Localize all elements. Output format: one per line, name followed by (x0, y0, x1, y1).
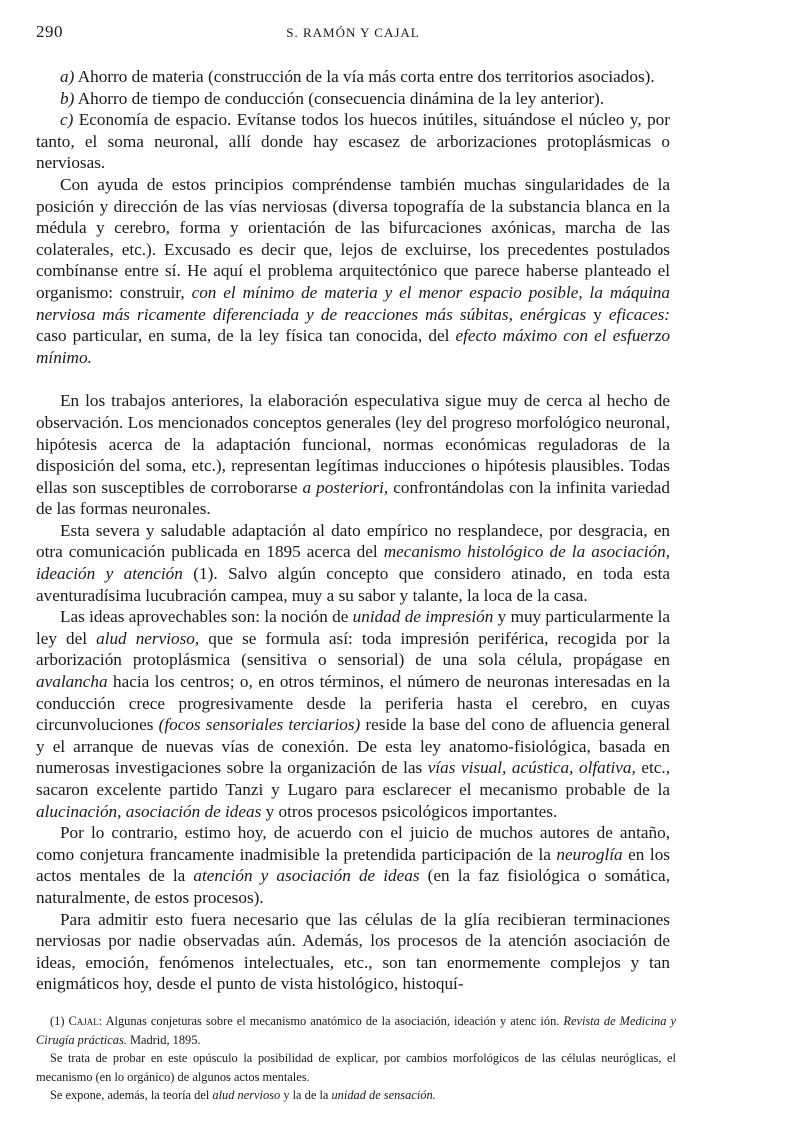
paragraph (36, 174, 670, 368)
italic-run: unidad de impresión (352, 607, 494, 627)
text-run: reside la base del cono de afluencia general y el arranque de nuevas vías de conexión. De esta ley anatomo-fisiológica, basada en numerosas investigaciones sobre la organización de las (36, 715, 670, 778)
italic-run: con el mínimo de materia y el menor espacio posible, la máquina nerviosa más ricamente diferenciada y de reacciones más súbitas, enérgicas (36, 282, 670, 324)
text-run: Madrid, 1895. (126, 1032, 201, 1047)
text-run: Con ayuda de estos principios compréndense también muchas singularidades de la posición y dirección de las vías nerviosas (diversa topografía de la substancia blanca en la médula y cerebro, forma y orientación de las bifurcaciones axónicas, marcha de las colaterales, etc.). Excusado es decir que, lejos de excluirse, los precedentes postulados combínanse entre sí. He aquí el problema arquitectónico que parece haberse planteado el organismo: construir, (36, 174, 670, 302)
text-run: Algunas conjeturas sobre el mecanismo anatómico de la asociación, ideación y atenc ión. (102, 1014, 564, 1028)
section-gap (36, 368, 670, 390)
footnote (36, 1086, 676, 1105)
list-item (36, 88, 670, 110)
italic-run: vías visual, acústica, olfativa, (427, 758, 636, 778)
list-item (36, 66, 670, 88)
italic-run: eficaces: (608, 304, 670, 324)
italic-run: alucinación, asociación de ideas (36, 801, 262, 821)
text-run: Para admitir esto fuera necesario que las células de la glía recibieran terminaciones nerviosas por nadie observadas aún. Además, los procesos de la atención asociación de ideas, emoción, fenómenos intelectuales, etc., son tan enormemente complejos y tan enigmáticos hoy, desde el punto de vista histológico, histoquí- (36, 909, 670, 994)
italic-run: a posteriori, (302, 477, 389, 497)
running-head: S. RAMÓN Y CAJAL (286, 25, 420, 40)
paragraph (36, 822, 670, 908)
italic-run: unidad de sensación. (331, 1088, 436, 1102)
footnotes (36, 1012, 676, 1105)
text-run: Las ideas aprovechables son: la noción de (60, 607, 353, 627)
italic-run: neuroglía (556, 844, 623, 864)
text-run: Se trata de probar en este opúsculo la posibilidad de explicar, por cambios morfológicos de las células neuróglicas, el mecanismo (en lo orgánico) de algunos actos mentales. (36, 1051, 676, 1084)
text-run: Esta severa y saludable adaptación al dato empírico no resplandece, por desgracia, en otra comunicación publicada en 1895 acerca del (36, 520, 670, 562)
text-run: y muy particularmente la ley del (36, 607, 670, 648)
text-run: hacia los centros; o, en otros términos, el número de neuronas interesadas en la conducción crece progresivamente desde la periferia hasta el cerebro, en cuyas circunvoluciones (36, 672, 670, 735)
text-run: en los actos mentales de la (36, 844, 670, 886)
list-item-text: Ahorro de tiempo de conducción (consecuencia dinámina de la ley anterior). (77, 88, 605, 108)
text-run: y (586, 304, 609, 324)
text-run: Por lo contrario, estimo hoy, de acuerdo con el juicio de muchos autores de antaño, como conjetura francamente inadmisible la pretendida participación de la (36, 823, 670, 864)
text-run: que se formula así: toda impresión periférica, recogida por la arborización protoplásmica (sensitiva o sensorial) de una sola célula, propágase en (36, 628, 670, 670)
footnote-mark: (1) (50, 1014, 65, 1028)
text-run: En los trabajos anteriores, la elaboración especulativa sigue muy de cerca al hecho de observación. Los mencionados conceptos generales (ley del progreso morfológico neuronal, hipótesis acerca de la adaptación funcional, normas económicas reguladoras de la disposición del soma, etc.), representan legítimas inducciones o hipótesis plausibles. Todas ellas son susceptibles de corroborarse (36, 391, 670, 497)
list-item-label: b) (60, 88, 75, 108)
list-item-text: Economía de espacio. Evítanse todos los huecos inútiles, situándose el núcleo y, por tanto, el soma neuronal, allí donde hay escasez de arborizaciones protoplásmicas o nerviosas. (36, 110, 671, 173)
text-run: caso particular, en suma, de la ley física tan conocida, del (36, 326, 456, 346)
text-run: (1). Salvo algún concepto que considero atinado, en toda esta aventuradísima lucubración campea, muy a su sabor y talante, la loca de la casa. (36, 564, 670, 605)
italic-run: efecto máximo con el esfuerzo mínimo. (36, 326, 671, 367)
paragraph (36, 520, 670, 606)
list-item-label: c) (60, 110, 74, 130)
italic-run: Revista de Medicina y Cirugía prácticas. (36, 1014, 676, 1047)
footnote (36, 1049, 676, 1086)
italic-run: alud nervioso, (96, 628, 200, 648)
list-item (36, 109, 670, 174)
page (36, 22, 670, 995)
footnote-author: Cajal: (68, 1014, 103, 1028)
text-run: (en la faz fisiológica o somática, naturalmente, de estos procesos). (36, 866, 670, 907)
italic-run: (focos sensoriales terciarios) (158, 715, 361, 735)
paragraph (36, 909, 670, 995)
italic-run: alud nervioso (212, 1088, 281, 1102)
italic-run: atención y asociación de ideas (193, 866, 420, 886)
text-run: Se expone, además, la teoría del (50, 1088, 213, 1102)
text-run: y la de la (280, 1088, 332, 1102)
body-text (36, 66, 670, 995)
italic-run: avalancha (36, 672, 108, 692)
page-number: 290 (36, 22, 63, 41)
paragraph (36, 390, 670, 520)
text-run: etc., sacaron excelente partido Tanzi y Lugaro para esclarecer el mecanismo probable de la (36, 758, 670, 799)
footnote (36, 1012, 676, 1049)
list-item-text: Ahorro de materia (construcción de la vía más corta entre dos territorios asociados). (77, 67, 655, 86)
italic-run: mecanismo histológico de la asociación, ideación y atención (36, 542, 670, 584)
paragraph (36, 606, 670, 822)
list-item-label: a) (60, 67, 75, 86)
text-run: confrontándolas con la infinita variedad de las formas neuronales. (36, 477, 670, 519)
page-header (36, 22, 670, 52)
text-run: y otros procesos psicológicos importantes. (261, 801, 558, 821)
